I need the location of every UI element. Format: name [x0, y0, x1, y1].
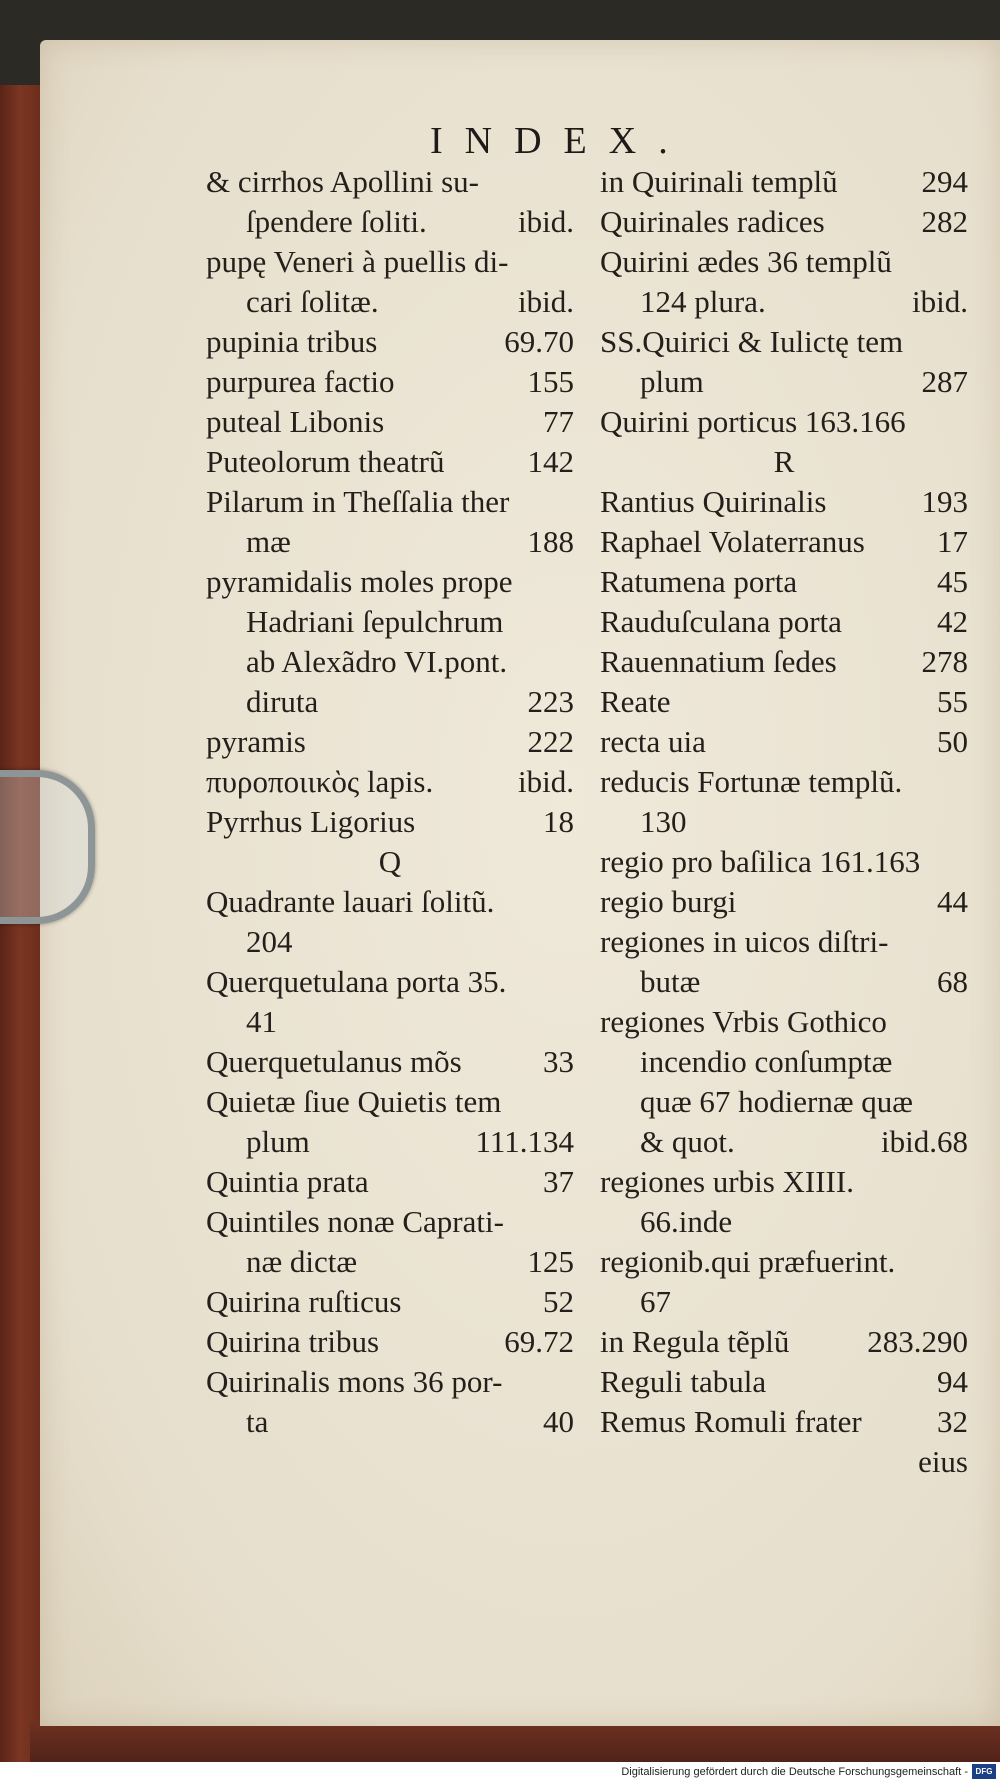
- index-entry: [206, 162, 574, 202]
- index-entry: [600, 362, 968, 402]
- entry-text: Raphael Volaterranus: [600, 524, 865, 559]
- index-entry: [206, 1082, 574, 1122]
- index-entry: [600, 962, 968, 1002]
- index-entry: [600, 722, 968, 762]
- binding-edge-bottom: [30, 1722, 1000, 1762]
- entry-text: Querquetulana porta 35.: [206, 964, 507, 999]
- entry-page-ref: 278: [921, 644, 968, 679]
- entry-text: cari ſolitæ.: [246, 284, 379, 319]
- section-letter: [600, 442, 968, 482]
- entry-text: plum: [640, 364, 704, 399]
- index-entry: [600, 282, 968, 322]
- index-entry: [206, 322, 574, 362]
- index-entry: [600, 402, 968, 442]
- entry-text: Rauduſculana porta: [600, 604, 842, 639]
- entry-page-ref: 32: [937, 1404, 968, 1439]
- entry-text: 204: [246, 924, 293, 959]
- entry-text: in Quirinali templũ: [600, 164, 838, 199]
- entry-text: Rauennatium ſedes: [600, 644, 837, 679]
- index-entry: [206, 1322, 574, 1362]
- index-entry: [600, 1442, 968, 1482]
- entry-text: purpurea factio: [206, 364, 395, 399]
- entry-text: ab Alexãdro VI.pont.: [246, 644, 508, 679]
- index-entry: [206, 1202, 574, 1242]
- entry-text: Quirina tribus: [206, 1324, 380, 1359]
- entry-text: quæ 67 hodiernæ quæ: [640, 1084, 913, 1119]
- entry-text: 66.inde: [640, 1204, 733, 1239]
- entry-page-ref: 40: [543, 1404, 574, 1439]
- index-column-right: [600, 162, 968, 1482]
- entry-text: Quintiles nonæ Caprati-: [206, 1204, 504, 1239]
- index-entry: [206, 522, 574, 562]
- entry-text: Ratumena porta: [600, 564, 798, 599]
- index-entry: [600, 1282, 968, 1322]
- index-entry: [600, 802, 968, 842]
- index-entry: [206, 442, 574, 482]
- index-entry: [206, 1362, 574, 1402]
- entry-page-ref: 283.290: [867, 1324, 968, 1359]
- entry-page-ref: 45: [937, 564, 968, 599]
- page-header: INDEX.: [430, 120, 690, 162]
- entry-page-ref: eius: [918, 1444, 968, 1479]
- index-entry: [600, 562, 968, 602]
- entry-page-ref: 50: [937, 724, 968, 759]
- index-entry: [206, 282, 574, 322]
- entry-text: plum: [246, 1124, 310, 1159]
- index-entry: [206, 602, 574, 642]
- index-entry: [600, 682, 968, 722]
- entry-page-ref: 42: [937, 604, 968, 639]
- entry-text: Reguli tabula: [600, 1364, 767, 1399]
- index-entry: [600, 1122, 968, 1162]
- entry-text: regiones in uicos diſtri-: [600, 924, 889, 959]
- entry-text: ta: [246, 1404, 269, 1439]
- index-entry: [206, 1402, 574, 1442]
- footer-credit: Digitalisierung gefördert durch die Deutsche Forschungsgemeinschaft -: [621, 1766, 968, 1778]
- index-entry: [206, 1162, 574, 1202]
- index-entry: [600, 162, 968, 202]
- entry-text: 124 plura.: [640, 284, 766, 319]
- entry-text: regio burgi: [600, 884, 737, 919]
- index-entry: [600, 1322, 968, 1362]
- entry-text: & cirrhos Apollini su-: [206, 164, 479, 199]
- entry-page-ref: 52: [543, 1284, 574, 1319]
- index-entry: [206, 962, 574, 1002]
- entry-text: pupinia tribus: [206, 324, 378, 359]
- entry-text: mæ: [246, 524, 291, 559]
- binding-edge-left: [0, 85, 44, 1770]
- entry-text: Hadriani ſepulchrum: [246, 604, 504, 639]
- index-entry: [206, 1002, 574, 1042]
- entry-text: butæ: [640, 964, 701, 999]
- entry-text: Quadrante lauari ſolitũ.: [206, 884, 495, 919]
- index-entry: [600, 762, 968, 802]
- entry-text: SS.Quirici & Iulictę tem: [600, 324, 904, 359]
- entry-text: diruta: [246, 684, 319, 719]
- entry-text: reducis Fortunæ templũ.: [600, 764, 903, 799]
- index-entry: [600, 922, 968, 962]
- entry-page-ref: 18: [543, 804, 574, 839]
- entry-page-ref: 69.72: [504, 1324, 574, 1359]
- index-entry: [600, 1402, 968, 1442]
- index-entry: [600, 1162, 968, 1202]
- entry-text: Quietæ ſiue Quietis tem: [206, 1084, 502, 1119]
- entry-page-ref: ibid.68: [881, 1124, 968, 1159]
- entry-text: regio pro baſilica 161.163: [600, 844, 921, 879]
- index-entry: [600, 642, 968, 682]
- entry-text: pyramis: [206, 724, 306, 759]
- entry-page-ref: ibid.: [518, 284, 574, 319]
- entry-text: in Regula tẽplũ: [600, 1324, 790, 1359]
- index-entry: [600, 842, 968, 882]
- index-entry: [600, 1082, 968, 1122]
- entry-page-ref: 111.134: [475, 1124, 574, 1159]
- index-column-left: [206, 162, 574, 1442]
- entry-page-ref: 125: [527, 1244, 574, 1279]
- index-entry: [206, 922, 574, 962]
- entry-page-ref: 33: [543, 1044, 574, 1079]
- index-entry: [206, 1242, 574, 1282]
- entry-page-ref: 222: [527, 724, 574, 759]
- entry-text: πυροποιικὸς lapis.: [206, 764, 434, 799]
- entry-page-ref: 44: [937, 884, 968, 919]
- entry-text: Quirini porticus 163.166: [600, 404, 906, 439]
- entry-text: recta uia: [600, 724, 706, 759]
- entry-page-ref: 94: [937, 1364, 968, 1399]
- entry-text: & quot.: [640, 1124, 735, 1159]
- dfg-logo: DFG: [972, 1764, 996, 1779]
- index-entry: [600, 202, 968, 242]
- entry-page-ref: 17: [937, 524, 968, 559]
- entry-page-ref: ibid.: [912, 284, 968, 319]
- index-entry: [206, 482, 574, 522]
- entry-page-ref: 294: [921, 164, 968, 199]
- entry-page-ref: 155: [527, 364, 574, 399]
- entry-text: puteal Libonis: [206, 404, 385, 439]
- index-entry: [206, 802, 574, 842]
- index-entry: [600, 1042, 968, 1082]
- entry-page-ref: 287: [921, 364, 968, 399]
- index-entry: [206, 882, 574, 922]
- index-entry: [600, 482, 968, 522]
- index-entry: [600, 602, 968, 642]
- index-entry: [206, 1122, 574, 1162]
- entry-page-ref: 55: [937, 684, 968, 719]
- index-entry: [206, 242, 574, 282]
- entry-text: regiones urbis XIIII.: [600, 1164, 854, 1199]
- entry-page-ref: 282: [921, 204, 968, 239]
- entry-text: pupę Veneri à puellis di-: [206, 244, 509, 279]
- entry-text: pyramidalis moles prope: [206, 564, 513, 599]
- index-entry: [600, 1242, 968, 1282]
- index-entry: [206, 362, 574, 402]
- entry-text: Querquetulanus mõs: [206, 1044, 462, 1079]
- entry-text: Rantius Quirinalis: [600, 484, 827, 519]
- entry-page-ref: ibid.: [518, 204, 574, 239]
- entry-page-ref: 142: [527, 444, 574, 479]
- index-entry: [600, 1002, 968, 1042]
- index-entry: [206, 202, 574, 242]
- entry-page-ref: ibid.: [518, 764, 574, 799]
- index-entry: [206, 682, 574, 722]
- index-entry: [206, 562, 574, 602]
- index-entry: [600, 1202, 968, 1242]
- entry-text: Quintia prata: [206, 1164, 369, 1199]
- entry-text: incendio conſumptæ: [640, 1044, 893, 1079]
- entry-text: næ dictæ: [246, 1244, 358, 1279]
- index-entry: [206, 1042, 574, 1082]
- section-letter: [206, 842, 574, 882]
- entry-text: Quirina ruſticus: [206, 1284, 402, 1319]
- index-entry: [206, 1282, 574, 1322]
- entry-text: ſpendere ſoliti.: [246, 204, 427, 239]
- entry-page-ref: 77: [543, 404, 574, 439]
- entry-text: 67: [640, 1284, 671, 1319]
- entry-text: Remus Romuli frater: [600, 1404, 862, 1439]
- entry-page-ref: 69.70: [504, 324, 574, 359]
- entry-text: 130: [640, 804, 687, 839]
- entry-text: Reate: [600, 684, 671, 719]
- entry-text: Quirinalis mons 36 por-: [206, 1364, 503, 1399]
- index-entry: [600, 522, 968, 562]
- entry-text: regiones Vrbis Gothico: [600, 1004, 887, 1039]
- entry-text: Pyrrhus Ligorius: [206, 804, 416, 839]
- index-entry: [206, 722, 574, 762]
- index-entry: [206, 402, 574, 442]
- index-entry: [600, 882, 968, 922]
- entry-text: Quirinales radices: [600, 204, 825, 239]
- entry-page-ref: 68: [937, 964, 968, 999]
- entry-text: Pilarum in Theſſalia ther: [206, 484, 510, 519]
- index-entry: [600, 242, 968, 282]
- entry-page-ref: 37: [543, 1164, 574, 1199]
- index-entry: [206, 762, 574, 802]
- index-entry: [206, 642, 574, 682]
- entry-text: Puteolorum theatrũ: [206, 444, 445, 479]
- entry-text: Q: [378, 844, 402, 879]
- entry-text: 41: [246, 1004, 277, 1039]
- entry-page-ref: 193: [921, 484, 968, 519]
- entry-page-ref: 223: [527, 684, 574, 719]
- index-entry: [600, 1362, 968, 1402]
- entry-page-ref: 188: [527, 524, 574, 559]
- entry-text: R: [773, 444, 795, 479]
- entry-text: Quirini ædes 36 templũ: [600, 244, 892, 279]
- entry-text: regionib.qui præfuerint.: [600, 1244, 896, 1279]
- index-entry: [600, 322, 968, 362]
- page-clip: [0, 770, 95, 924]
